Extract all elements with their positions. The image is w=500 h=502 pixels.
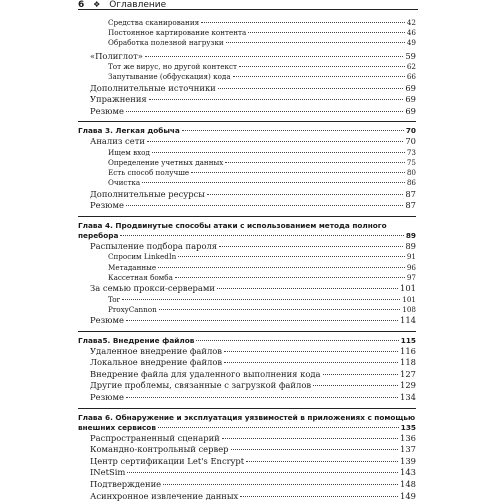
entry-title: ProxyCannon [108, 305, 157, 315]
entry-title: «Полиглот» [90, 51, 143, 63]
dot-leader [217, 287, 398, 289]
entry-page-number: 42 [407, 18, 416, 28]
entry-page-number: 97 [407, 273, 416, 283]
toc-section[interactable] [78, 189, 416, 201]
toc-chapter[interactable] [78, 331, 416, 346]
entry-page-number: 89 [405, 241, 416, 253]
toc-section[interactable] [78, 106, 416, 118]
toc-section[interactable] [78, 200, 416, 212]
entry-page-number: 49 [407, 38, 416, 48]
toc-section[interactable] [78, 346, 416, 358]
section-title: Оглавление [109, 0, 166, 10]
entry-title: Центр сертификации Let's Encrypt [90, 456, 244, 468]
entry-page-number: 108 [402, 305, 416, 315]
dot-leader [122, 298, 400, 300]
dot-leader [120, 235, 403, 236]
dot-leader [233, 75, 405, 77]
toc-subsection[interactable] [78, 62, 416, 72]
chapter-page-number: 89 [406, 231, 416, 241]
entry-page-number: 137 [400, 444, 416, 456]
entry-title: Кассетная бомба [108, 273, 173, 283]
dot-leader [240, 495, 398, 497]
entry-page-number: 59 [405, 51, 416, 63]
entry-title: Другие проблемы, связанные с загрузкой файлов [90, 380, 311, 392]
toc-subsection[interactable] [78, 252, 416, 262]
toc-subsection[interactable] [78, 263, 416, 273]
dot-leader [224, 361, 398, 363]
toc-chapter[interactable] [78, 408, 416, 433]
dot-leader [152, 151, 405, 153]
entry-page-number: 118 [400, 357, 416, 369]
chapter-title: перебора [78, 231, 118, 241]
entry-page-number: 148 [400, 479, 416, 491]
entry-title: INetSim [90, 467, 125, 479]
entry-page-number: 143 [400, 467, 416, 479]
entry-title: Локальное внедрение файлов [90, 357, 222, 369]
toc-section[interactable] [78, 94, 416, 106]
entry-page-number: 101 [400, 283, 416, 295]
dot-leader [323, 373, 398, 375]
entry-page-number: 70 [405, 136, 416, 148]
header-rule [78, 9, 418, 10]
toc-subsection[interactable] [78, 158, 416, 168]
entry-title: Обработка полезной нагрузки [108, 38, 224, 48]
dot-leader [196, 340, 398, 341]
entry-page-number: 116 [400, 346, 416, 358]
toc-section[interactable] [78, 467, 416, 479]
toc-section[interactable] [78, 51, 416, 63]
dot-leader [239, 65, 405, 67]
toc-subsection[interactable] [78, 148, 416, 158]
toc-chapter[interactable] [78, 121, 416, 136]
toc-section[interactable] [78, 392, 416, 404]
dot-leader [126, 396, 398, 398]
toc-section[interactable] [78, 369, 416, 381]
toc-section[interactable] [78, 456, 416, 468]
entry-title: Подтверждение [90, 479, 161, 491]
entry-page-number: 62 [407, 62, 416, 72]
dot-leader [226, 41, 405, 43]
dot-leader [248, 31, 405, 33]
entry-page-number: 73 [407, 148, 416, 158]
entry-page-number: 69 [405, 83, 416, 95]
toc-chapter[interactable] [78, 216, 416, 241]
dot-leader [201, 21, 405, 23]
dot-leader [178, 255, 405, 257]
entry-title: Постоянное картирование контента [108, 28, 246, 38]
entry-page-number: 75 [407, 158, 416, 168]
toc-subsection[interactable] [78, 18, 416, 28]
dot-leader [219, 245, 403, 247]
entry-page-number: 66 [407, 72, 416, 82]
entry-page-number: 46 [407, 28, 416, 38]
dot-leader [159, 308, 401, 310]
toc-section[interactable] [78, 136, 416, 148]
toc-section[interactable] [78, 357, 416, 369]
dot-leader [126, 204, 403, 206]
toc-section[interactable] [78, 241, 416, 253]
entry-title: Запутывание (обфускация) кода [108, 72, 231, 82]
entry-page-number: 134 [400, 392, 416, 404]
entry-page-number: 136 [400, 433, 416, 445]
entry-title: Распыление подбора пароля [90, 241, 217, 253]
entry-page-number: 139 [400, 456, 416, 468]
toc-subsection[interactable] [78, 305, 416, 315]
entry-title: Очистка [108, 178, 140, 188]
chapter-title: Глава 3. Легкая добыча [78, 126, 180, 136]
dot-leader [222, 437, 398, 439]
chapter-page-number: 70 [406, 126, 416, 136]
entry-title: За семью прокси-серверами [90, 283, 215, 295]
toc-section[interactable] [78, 491, 416, 502]
entry-page-number: 129 [400, 380, 416, 392]
entry-page-number: 96 [407, 263, 416, 273]
toc-section[interactable] [78, 83, 416, 95]
entry-page-number: 69 [405, 94, 416, 106]
dot-leader [145, 55, 403, 57]
dot-leader [149, 98, 404, 100]
table-of-contents [78, 18, 416, 502]
entry-page-number: 80 [407, 168, 416, 178]
entry-title: Асинхронное извлечение данных [90, 491, 238, 502]
entry-title: Ищем вход [108, 148, 150, 158]
toc-section[interactable] [78, 315, 416, 327]
dot-leader [147, 140, 403, 142]
entry-title: Метаданные [108, 263, 156, 273]
entry-page-number: 86 [407, 178, 416, 188]
toc-subsection[interactable] [78, 295, 416, 305]
page-number: 6 [78, 0, 84, 10]
toc-section[interactable] [78, 479, 416, 491]
entry-title: Резюме [90, 106, 124, 118]
chapter-title: Глава 6. Обнаружение и эксплуатация уязвимостей в приложениях с помощью [78, 413, 415, 422]
dot-leader [158, 427, 399, 428]
toc-section[interactable] [78, 433, 416, 445]
dot-leader [191, 171, 405, 173]
entry-page-number: 127 [400, 369, 416, 381]
toc-subsection[interactable] [78, 38, 416, 48]
toc-section[interactable] [78, 283, 416, 295]
entry-title: Спросим LinkedIn [108, 252, 176, 262]
dot-leader [246, 460, 398, 462]
dot-leader [225, 161, 405, 163]
entry-page-number: 87 [405, 200, 416, 212]
entry-title: Tor [108, 295, 120, 305]
dot-leader [163, 483, 398, 485]
entry-page-number: 149 [400, 491, 416, 502]
toc-subsection[interactable] [78, 28, 416, 38]
entry-title: Внедрение файла для удаленного выполнения кода [90, 369, 321, 381]
entry-title: Удаленное внедрение файлов [90, 346, 222, 358]
entry-title: Резюме [90, 200, 124, 212]
ornament-icon: ❖ [93, 0, 100, 9]
toc-subsection[interactable] [78, 178, 416, 188]
dot-leader [207, 193, 403, 195]
dot-leader [231, 448, 398, 450]
dot-leader [158, 266, 405, 268]
chapter-title: внешних сервисов [78, 423, 156, 433]
entry-title: Тот же вирус, но другой контекст [108, 62, 237, 72]
entry-title: Резюме [90, 392, 124, 404]
toc-subsection[interactable] [78, 273, 416, 283]
entry-title: Дополнительные источники [90, 83, 216, 95]
entry-title: Есть способ получше [108, 168, 189, 178]
chapter-page-number: 115 [401, 336, 416, 346]
entry-title: Дополнительные ресурсы [90, 189, 205, 201]
entry-page-number: 91 [407, 252, 416, 262]
entry-title: Командно-контрольный сервер [90, 444, 229, 456]
entry-title: Упражнения [90, 94, 147, 106]
entry-page-number: 69 [405, 106, 416, 118]
entry-title: Определение учетных данных [108, 158, 223, 168]
entry-title: Распространенный сценарий [90, 433, 220, 445]
entry-title: Средства сканирования [108, 18, 199, 28]
dot-leader [126, 319, 398, 321]
dot-leader [126, 110, 403, 112]
entry-title: Резюме [90, 315, 124, 327]
chapter-title: Глава 4. Продвинутые способы атаки с использованием метода полного [78, 221, 387, 230]
toc-section[interactable] [78, 380, 416, 392]
toc-subsection[interactable] [78, 168, 416, 178]
entry-page-number: 101 [402, 295, 416, 305]
toc-section[interactable] [78, 444, 416, 456]
dot-leader [175, 276, 405, 278]
chapter-page-number: 135 [401, 423, 416, 433]
running-head [78, 0, 418, 10]
dot-leader [218, 87, 404, 89]
toc-subsection[interactable] [78, 72, 416, 82]
dot-leader [127, 471, 398, 473]
entry-title: Анализ сети [90, 136, 145, 148]
entry-page-number: 87 [405, 189, 416, 201]
chapter-title: Глава5. Внедрение файлов [78, 336, 194, 346]
dot-leader [224, 350, 398, 352]
entry-page-number: 114 [400, 315, 416, 327]
dot-leader [313, 384, 398, 386]
dot-leader [142, 181, 405, 183]
dot-leader [182, 130, 404, 131]
